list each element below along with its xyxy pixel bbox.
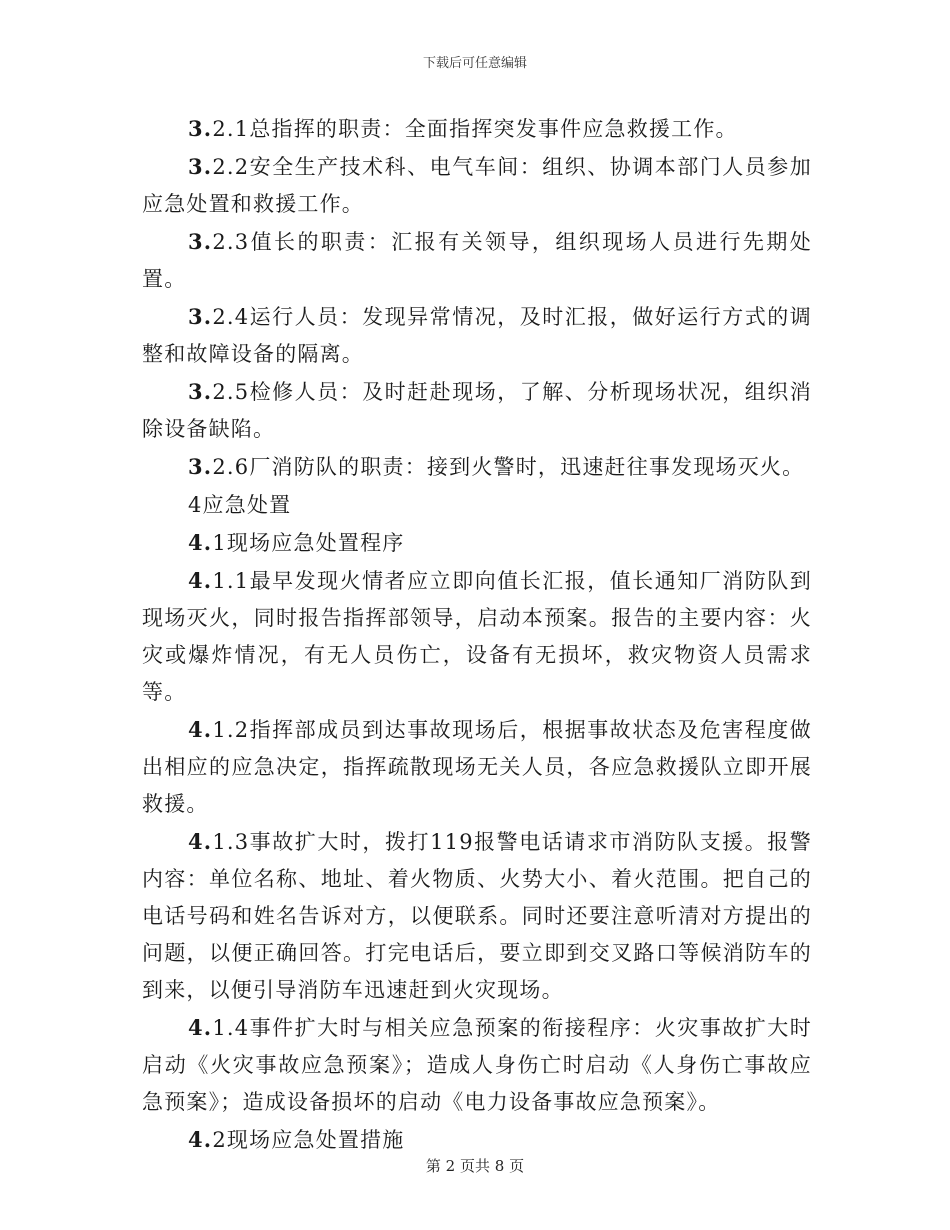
- paragraph-4-1-2: [142, 711, 812, 823]
- section-heading-4-1: [142, 524, 812, 562]
- section-heading-4: [142, 486, 812, 524]
- document-body: [142, 110, 812, 1159]
- paragraph-4-1-1: [142, 562, 812, 711]
- paragraph-text: 2.4运行人员：发现异常情况，及时汇报，做好运行方式的调整和故障设备的隔离。: [142, 305, 812, 366]
- section-number: 3.: [188, 154, 213, 179]
- paragraph-4-1-3: [142, 823, 812, 1009]
- section-number: 4.: [188, 829, 213, 854]
- section-number: 3.: [188, 304, 213, 329]
- section-number: 3.: [188, 116, 213, 141]
- section-number: 4.: [188, 1127, 213, 1152]
- paragraph-4-1-4: [142, 1009, 812, 1121]
- paragraph-text: 1.2指挥部成员到达事故现场后，根据事故状态及危害程度做出相应的应急决定，指挥疏散现场无关人员，各应急救援队立即开展救援。: [142, 718, 812, 816]
- section-heading-4-2: [142, 1121, 812, 1159]
- paragraph-text: 1.4事件扩大时与相关应急预案的衔接程序：火灾事故扩大时启动《火灾事故应急预案》；造成人身伤亡时启动《人身伤亡事故应急预案》；造成设备损坏的启动《电力设备事故应急预案》。: [142, 1016, 812, 1114]
- paragraph-3-2-5: [142, 373, 812, 448]
- section-number: 3.: [188, 379, 213, 404]
- paragraph-3-2-3: [142, 223, 812, 298]
- paragraph-text: 2.5检修人员：及时赶赴现场，了解、分析现场状况，组织消除设备缺陷。: [142, 380, 812, 441]
- section-number: 3.: [188, 454, 213, 479]
- paragraph-3-2-2: [142, 148, 812, 223]
- section-number: 4.: [188, 717, 213, 742]
- section-number: 4.: [188, 568, 213, 593]
- paragraph-text: 2.2安全生产技术科、电气车间：组织、协调本部门人员参加应急处置和救援工作。: [142, 155, 812, 216]
- paragraph-3-2-6: [142, 448, 812, 486]
- paragraph-text: 2.1总指挥的职责：全面指挥突发事件应急救援工作。: [212, 117, 738, 141]
- section-number: 4.: [188, 1015, 213, 1040]
- section-number: 4.: [188, 530, 213, 555]
- paragraph-text: 2.6厂消防队的职责：接到火警时，迅速赶往事发现场灭火。: [212, 455, 805, 479]
- paragraph-3-2-1: [142, 110, 812, 148]
- paragraph-3-2-4: [142, 298, 812, 373]
- page-header-note: 下载后可任意编辑: [422, 56, 527, 71]
- paragraph-text: 2现场应急处置措施: [212, 1128, 405, 1152]
- section-number: 3.: [188, 229, 213, 254]
- paragraph-text: 1.3事故扩大时，拨打119报警电话请求市消防队支援。报警内容：单位名称、地址、着火物质、火势大小、着火范围。把自己的电话号码和姓名告诉对方，以便联系。同时还要注意听清对方提出的问题，以便正确回答。打完电话后，要立即到交叉路口等候消防车的到来，以便引导消防车迅速赶到火灾现场。: [142, 830, 812, 1002]
- paragraph-text: 2.3值长的职责：汇报有关领导，组织现场人员进行先期处置。: [142, 230, 812, 291]
- paragraph-text: 4应急处置: [188, 493, 292, 517]
- paragraph-text: 1.1最早发现火情者应立即向值长汇报，值长通知厂消防队到现场灭火，同时报告指挥部领导，启动本预案。报告的主要内容：火灾或爆炸情况，有无人员伤亡，设备有无损坏，救灾物资人员需求等。: [142, 569, 812, 704]
- page-number-footer: 第 2 页共 8 页: [425, 1157, 525, 1175]
- paragraph-text: 1现场应急处置程序: [212, 531, 405, 555]
